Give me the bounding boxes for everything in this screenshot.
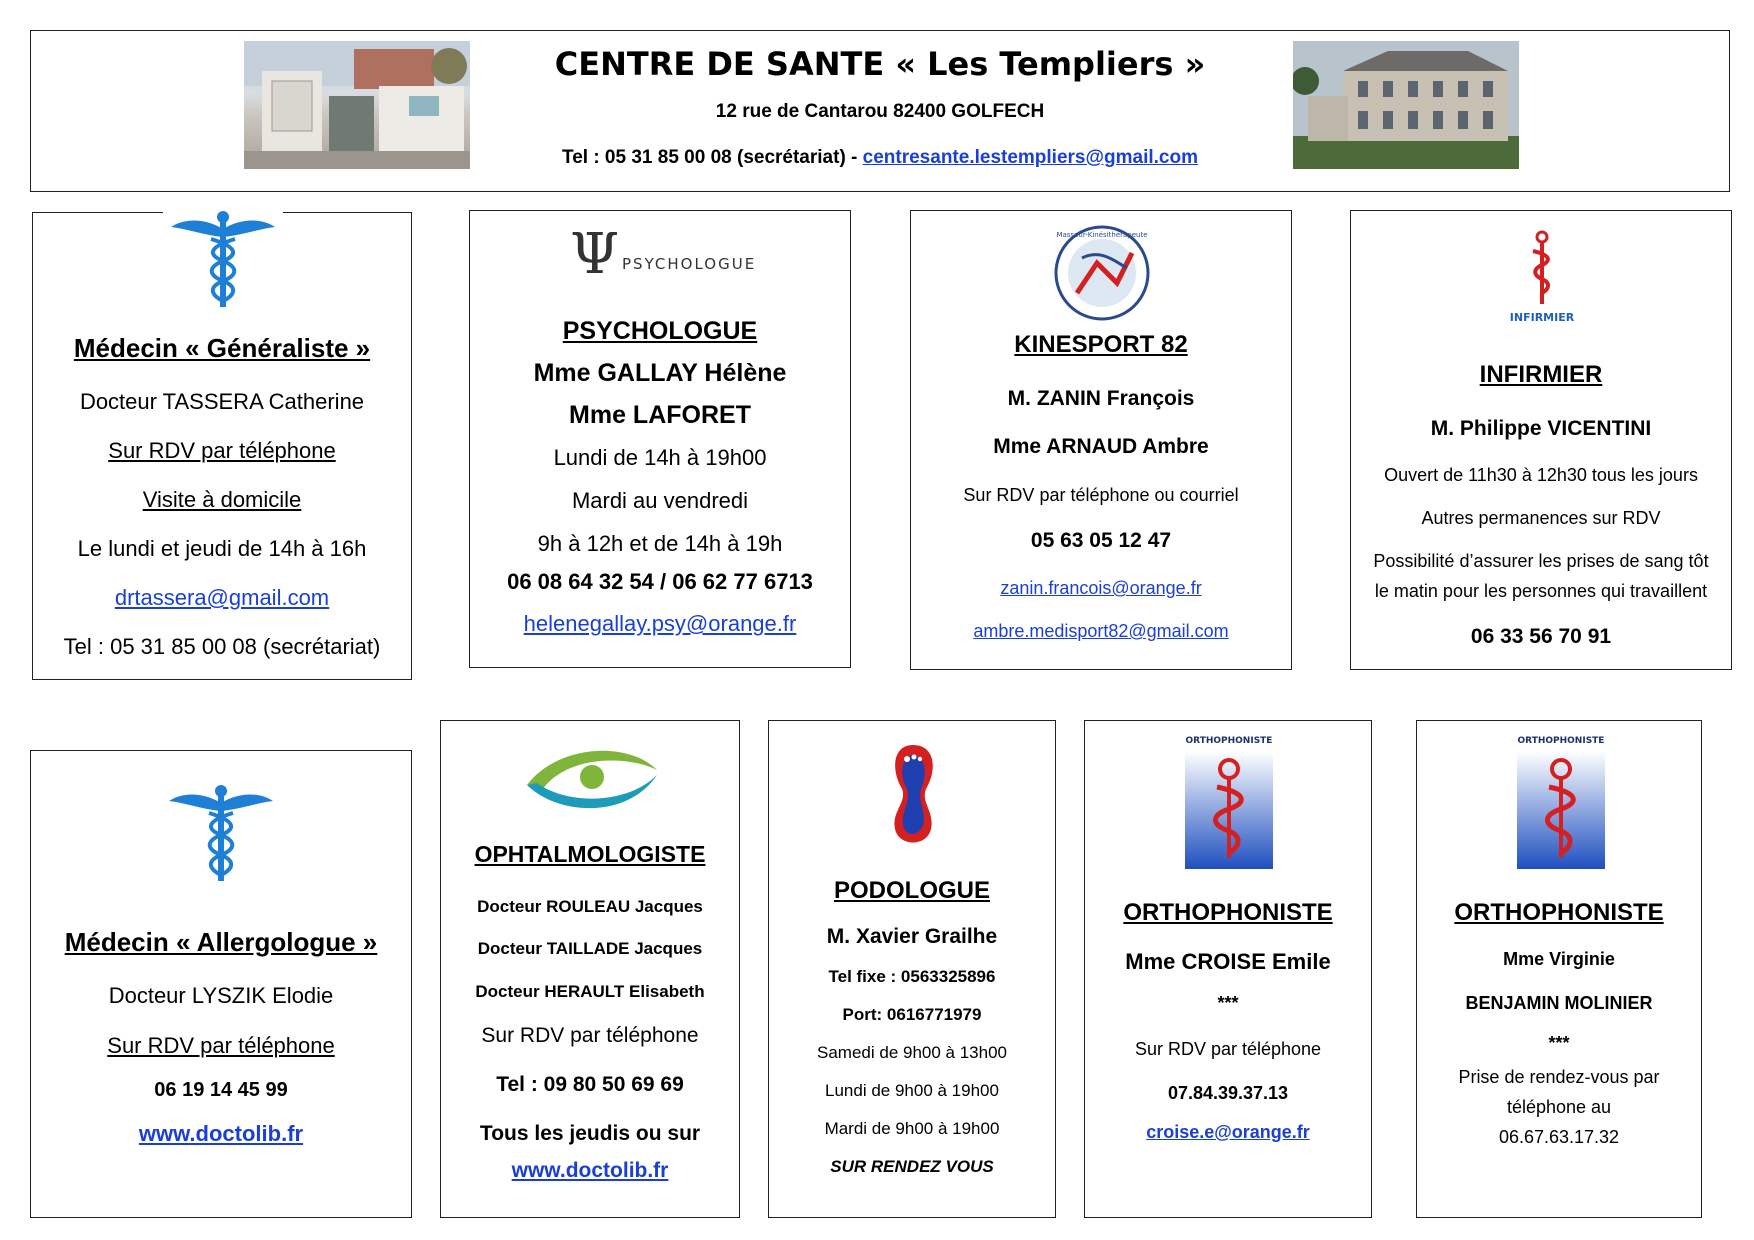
- psychologue-hours2: Mardi au vendredi: [571, 488, 749, 513]
- psychologue-name1: Mme GALLAY Hélène: [533, 359, 787, 387]
- allergologue-title: Médecin « Allergologue »: [64, 927, 378, 957]
- kine-name2: Mme ARNAUD Ambre: [993, 435, 1209, 458]
- infirmier-title: INFIRMIER: [1479, 361, 1603, 388]
- psychologue-hours3: 9h à 12h et de 14h à 19h: [537, 531, 783, 556]
- header-tel: Tel : 05 31 85 00 08 (secrétariat) -: [562, 147, 858, 168]
- podologue-h1: Samedi de 9h00 à 13h00: [817, 1043, 1007, 1062]
- card-ophtalmo: [440, 720, 740, 1218]
- card-ortho1: [1084, 720, 1372, 1218]
- card-generaliste: [32, 212, 412, 680]
- ortho2-l2: téléphone au: [1506, 1097, 1612, 1117]
- building-photo: [1293, 41, 1519, 169]
- header-address: 12 rue de Cantarou 82400 GOLFECH: [715, 101, 1045, 122]
- ortho-logo-icon: [1181, 731, 1277, 871]
- kine-logo-icon: [1047, 223, 1157, 323]
- allergologue-doctolib-link[interactable]: www.doctolib.fr: [138, 1121, 304, 1146]
- podologue-name: M. Xavier Grailhe: [826, 925, 998, 948]
- ortho1-rdv: Sur RDV par téléphone: [1134, 1039, 1322, 1059]
- generaliste-tel: Tel : 05 31 85 00 08 (secrétariat): [63, 634, 381, 659]
- podologue-tel-fixe: Tel fixe : 0563325896: [828, 967, 996, 986]
- psychologue-email-link[interactable]: helenegallay.psy@orange.fr: [523, 611, 797, 636]
- ortho1-phone: 07.84.39.37.13: [1167, 1083, 1289, 1103]
- infirmier-line1: Ouvert de 11h30 à 12h30 tous les jours: [1384, 465, 1698, 485]
- ophtalmo-doc2: Docteur TAILLADE Jacques: [477, 939, 703, 958]
- card-psychologue: [469, 210, 851, 668]
- ortho-logo-icon: [1513, 731, 1609, 871]
- allergologue-doctor: Docteur LYSZIK Elodie: [108, 983, 334, 1008]
- kine-phone: 05 63 05 12 47: [1030, 529, 1172, 552]
- svg-text:Ψ: Ψ: [570, 225, 620, 281]
- ophtalmo-doctolib-link[interactable]: www.doctolib.fr: [511, 1159, 669, 1182]
- ortho2-title: ORTHOPHONISTE: [1454, 899, 1664, 926]
- psychologue-hours1: Lundi de 14h à 19h00: [553, 445, 767, 470]
- generaliste-visit: Visite à domicile: [142, 487, 302, 512]
- card-allergologue: [30, 750, 412, 1218]
- psychologue-phones: 06 08 64 32 54 / 06 62 77 6713: [507, 569, 813, 594]
- infirmier-logo-text: INFIRMIER: [1509, 311, 1575, 324]
- kine-title: KINESPORT 82: [1014, 331, 1188, 358]
- card-kine: [910, 210, 1292, 670]
- ortho1-stars: ***: [1217, 993, 1239, 1013]
- generaliste-rdv: Sur RDV par téléphone: [108, 438, 336, 463]
- card-podologue: [768, 720, 1056, 1218]
- podologue-h2: Lundi de 9h00 à 19h00: [825, 1081, 999, 1100]
- ortho2-stars: ***: [1548, 1033, 1570, 1053]
- infirmier-logo-icon: [1507, 229, 1577, 329]
- allergologue-phone: 06 19 14 45 99: [154, 1079, 288, 1101]
- infirmier-phone: 06 33 56 70 91: [1470, 625, 1612, 648]
- allergologue-rdv: Sur RDV par téléphone: [107, 1033, 335, 1058]
- caduceus-icon: [161, 781, 281, 887]
- ophtalmo-title: OPHTALMOLOGISTE: [474, 841, 706, 867]
- ortho2-logo-text: ORTHOPHONISTE: [1517, 736, 1605, 746]
- ortho2-l3: 06.67.63.17.32: [1498, 1127, 1620, 1147]
- caduceus-icon: [163, 207, 283, 313]
- header-title: CENTRE DE SANTE « Les Templiers »: [554, 45, 1206, 83]
- psychologue-name2: Mme LAFORET: [569, 401, 751, 429]
- podologue-note: SUR RENDEZ VOUS: [830, 1157, 994, 1176]
- ortho1-email-link[interactable]: croise.e@orange.fr: [1146, 1122, 1310, 1142]
- generaliste-hours: Le lundi et jeudi de 14h à 16h: [77, 536, 367, 561]
- podologue-h3: Mardi de 9h00 à 19h00: [824, 1119, 1000, 1138]
- generaliste-email-link[interactable]: drtassera@gmail.com: [114, 585, 330, 610]
- podologue-port: Port: 0616771979: [842, 1005, 982, 1024]
- ophtalmo-doc1: Docteur ROULEAU Jacques: [477, 897, 703, 916]
- header-email-link[interactable]: centresante.lestempliers@gmail.com: [862, 147, 1198, 168]
- ortho1-title: ORTHOPHONISTE: [1123, 899, 1333, 926]
- kine-rdv: Sur RDV par téléphone ou courriel: [963, 485, 1239, 505]
- ophtalmo-doc3: Docteur HERAULT Elisabeth: [475, 982, 705, 1001]
- card-ortho2: [1416, 720, 1702, 1218]
- card-infirmier: [1350, 210, 1732, 670]
- ortho1-logo-text: ORTHOPHONISTE: [1185, 736, 1273, 746]
- eye-icon: [517, 735, 667, 819]
- generaliste-title: Médecin « Généraliste »: [73, 333, 371, 363]
- foot-icon: [883, 739, 943, 849]
- kine-email1-link[interactable]: zanin.francois@orange.fr: [1000, 578, 1202, 598]
- psychologue-title: PSYCHOLOGUE: [562, 317, 758, 345]
- ortho2-name2: BENJAMIN MOLINIER: [1465, 993, 1653, 1013]
- psi-icon: [570, 225, 760, 281]
- infirmier-name: M. Philippe VICENTINI: [1430, 417, 1652, 440]
- ortho1-name: Mme CROISE Emile: [1125, 949, 1331, 974]
- ophtalmo-rdv: Sur RDV par téléphone: [481, 1024, 699, 1047]
- kine-name1: M. ZANIN François: [1007, 387, 1195, 410]
- ophtalmo-line: Tous les jeudis ou sur: [479, 1122, 701, 1145]
- infirmier-line3: Possibilité d’assurer les prises de sang tôt: [1373, 551, 1709, 571]
- podologue-title: PODOLOGUE: [833, 877, 990, 904]
- ophtalmo-tel: Tel : 09 80 50 69 69: [496, 1073, 684, 1096]
- infirmier-line4: le matin pour les personnes qui travaillent: [1374, 581, 1708, 601]
- kine-email2-link[interactable]: ambre.medisport82@gmail.com: [973, 621, 1229, 641]
- generaliste-doctor: Docteur TASSERA Catherine: [79, 389, 365, 414]
- header-box: [30, 30, 1730, 192]
- psychologue-logo-text: PSYCHOLOGUE: [622, 255, 757, 273]
- ortho2-l1: Prise de rendez-vous par: [1458, 1067, 1660, 1087]
- infirmier-line2: Autres permanences sur RDV: [1421, 508, 1661, 528]
- ortho2-name1: Mme Virginie: [1503, 949, 1615, 969]
- kine-logo-text: Masseur-Kinésithérapeute: [1056, 231, 1148, 239]
